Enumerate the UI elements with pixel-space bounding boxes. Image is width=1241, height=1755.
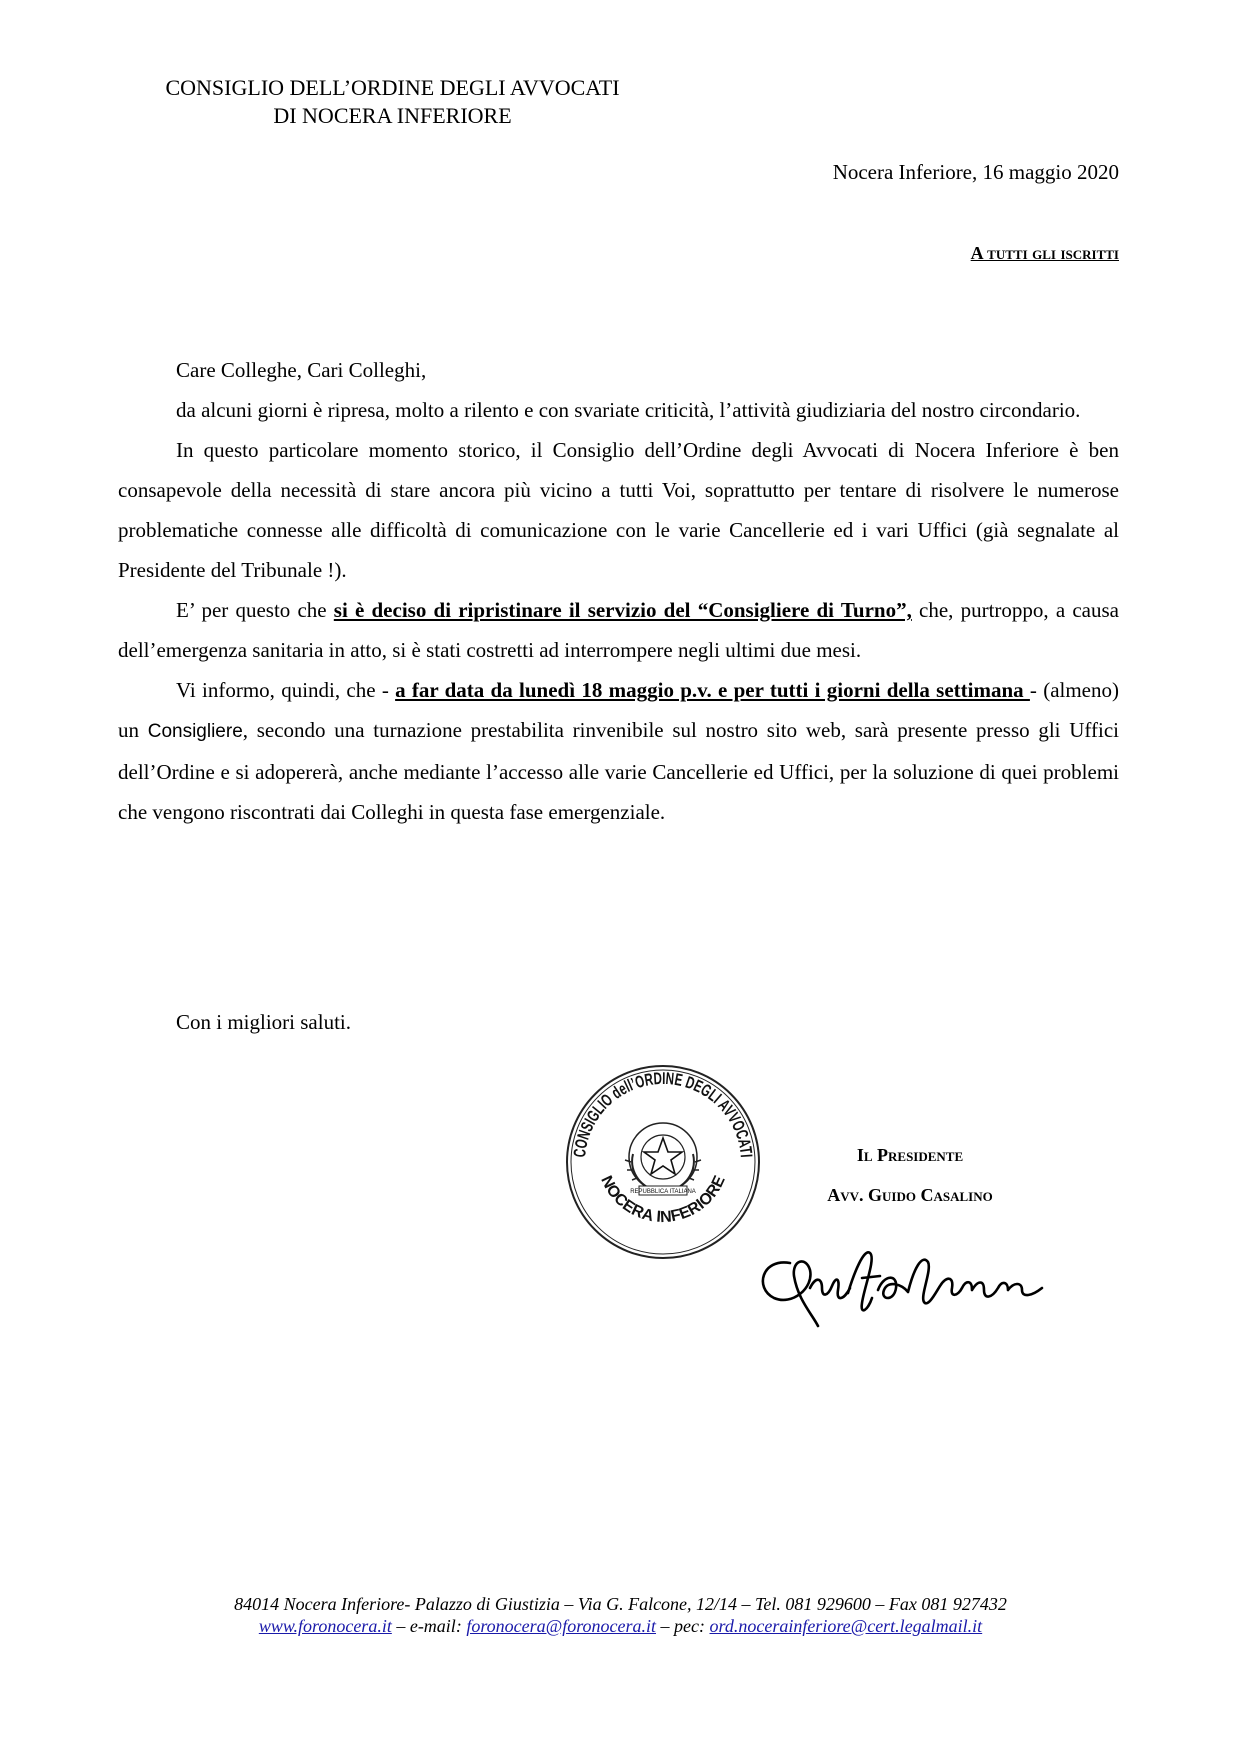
letterhead-line-2: DI NOCERA INFERIORE bbox=[273, 103, 512, 128]
pec-label: – pec: bbox=[656, 1616, 710, 1636]
seal-ribbon-text: REPUBBLICA ITALIANA bbox=[630, 1189, 696, 1195]
footer bbox=[100, 1593, 1141, 1637]
emblem-icon bbox=[625, 1123, 701, 1195]
website-link[interactable]: www.foronocera.it bbox=[258, 1616, 392, 1636]
letterhead bbox=[130, 74, 655, 130]
footer-contacts bbox=[100, 1615, 1141, 1637]
seal-outer-text: CONSIGLIO dell’ORDINE DEGLI AVVOCATI bbox=[570, 1068, 757, 1160]
paragraph-3-rest: che, purtroppo, a causa dell’emergenza sanitaria in atto, si è stati costretti ad interrompere negli ultimi due mesi. bbox=[118, 598, 1119, 662]
paragraph-3-intro: E’ per questo che bbox=[176, 598, 334, 622]
paragraph-3-emphasis: si è deciso di ripristinare il servizio del “Consigliere di Turno”, bbox=[333, 598, 912, 622]
paragraph-4-consigliere: Consigliere bbox=[147, 721, 243, 742]
email-link[interactable]: foronocera@foronocera.it bbox=[466, 1616, 657, 1636]
paragraph-3 bbox=[118, 590, 1119, 670]
paragraph-4 bbox=[118, 670, 1119, 832]
paragraph-2: In questo particolare momento storico, il Consiglio dell’Ordine degli Avvocati di Nocera Inferiore è ben consapevole della necessità di stare ancora più vicino a tutti Voi, soprattutto per tentare di risolvere le numerose problematiche connesse alle difficoltà di comunicazione con le varie Cancellerie ed i vari Uffici (già segnalate al Presidente del Tribunale !). bbox=[118, 438, 1119, 582]
letter-date: Nocera Inferiore, 16 maggio 2020 bbox=[832, 160, 1119, 184]
footer-address: 84014 Nocera Inferiore- Palazzo di Giustizia – Via G. Falcone, 12/14 – Tel. 081 929600 – Fax 081 927432 bbox=[234, 1594, 1007, 1614]
handwritten-signature bbox=[752, 1218, 1072, 1328]
paragraph-4-rest: , secondo una turnazione prestabilita rinvenibile sul nostro sito web, sarà presente presso gli Uffici dell’Ordine e si adopererà, anche mediante l’accesso alle varie Cancellerie ed Uffici, per la soluzione di quei problemi che vengono riscontrati dai Colleghi in questa fase emergenziale. bbox=[118, 718, 1119, 824]
order-seal-stamp bbox=[563, 1062, 763, 1262]
signatory-title: Il Presidente bbox=[856, 1145, 964, 1165]
recipients-heading: A tutti gli iscritti bbox=[970, 243, 1119, 263]
paragraph-4-intro: Vi informo, quindi, che - bbox=[176, 678, 396, 702]
seal-bottom-text: NOCERA INFERIORE bbox=[597, 1173, 729, 1227]
closing-salutation: Con i migliori saluti. bbox=[176, 1010, 352, 1034]
paragraph-4-emphasis: a far data da lunedì 18 maggio p.v. e per tutti i giorni della settimana bbox=[395, 678, 1030, 702]
paragraph-4-mid: - (almeno) un bbox=[118, 678, 1119, 742]
paragraph-1: da alcuni giorni è ripresa, molto a rilento e con svariate criticità, l’attività giudiziaria del nostro circondario. bbox=[176, 398, 1081, 422]
signatory-name: Avv. Guido Casalino bbox=[827, 1185, 993, 1205]
email-label: – e-mail: bbox=[391, 1616, 467, 1636]
letterhead-line-1: CONSIGLIO DELL’ORDINE DEGLI AVVOCATI bbox=[165, 75, 620, 100]
greeting: Care Colleghe, Cari Colleghi, bbox=[176, 358, 427, 382]
signatory-block bbox=[790, 1135, 1030, 1215]
letter-body bbox=[118, 350, 1119, 832]
pec-link[interactable]: ord.nocerainferiore@cert.legalmail.it bbox=[709, 1616, 983, 1636]
